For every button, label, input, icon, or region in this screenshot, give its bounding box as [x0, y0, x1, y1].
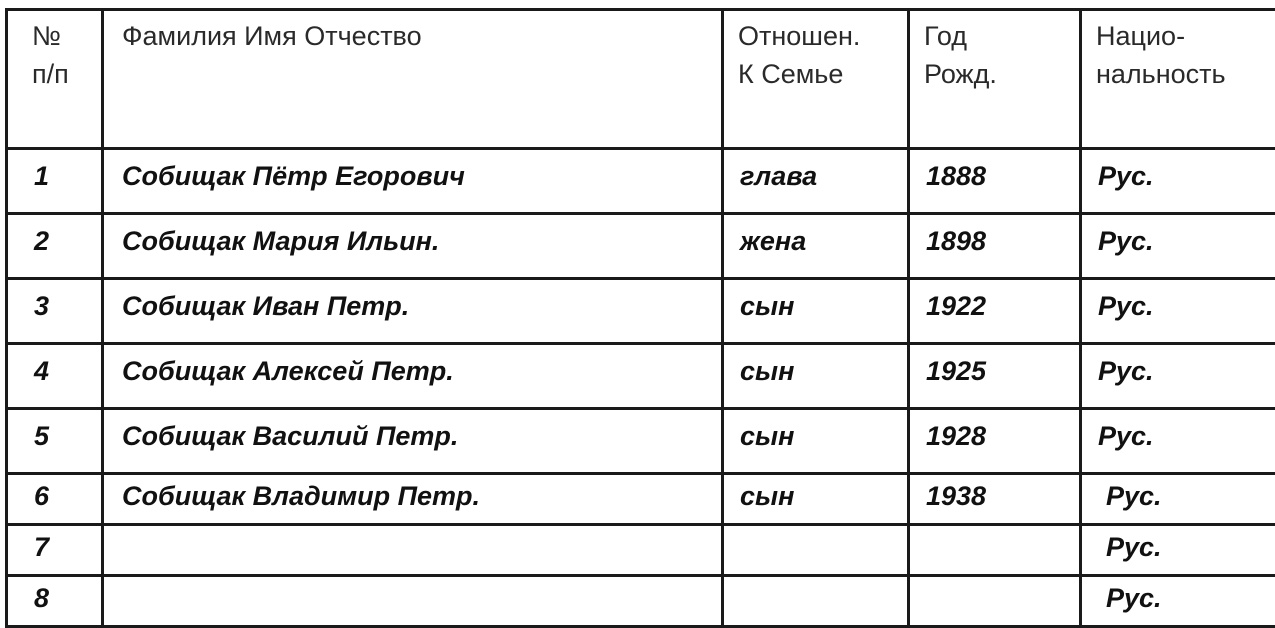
cell-full-name-text: Собищак Василий Петр. [104, 416, 721, 456]
cell-relation-text: сын [724, 416, 907, 456]
cell-full-name-text: Собищак Иван Петр. [104, 286, 721, 326]
cell-birth-year-text: 1925 [910, 351, 1079, 391]
cell-nationality [1081, 525, 1275, 576]
cell-relation [723, 576, 909, 627]
cell-number [7, 409, 103, 474]
cell-full-name [103, 576, 723, 627]
cell-nationality-text: Рус. [1082, 528, 1275, 566]
cell-birth-year-text: 1928 [910, 416, 1079, 456]
table-row [7, 279, 1275, 344]
cell-birth-year [909, 149, 1081, 214]
cell-number [7, 214, 103, 279]
cell-relation-text: жена [724, 221, 907, 261]
cell-nationality-text: Рус. [1082, 221, 1275, 261]
header-full-name-label: Фамилия Имя Отчество [104, 17, 721, 55]
cell-full-name [103, 409, 723, 474]
table-row [7, 344, 1275, 409]
cell-number-text: 8 [8, 579, 101, 617]
cell-number-text: 7 [8, 528, 101, 566]
header-number [7, 10, 103, 149]
header-birth-year-line1: Год [910, 17, 1079, 55]
header-full-name [103, 10, 723, 149]
cell-nationality [1081, 149, 1275, 214]
cell-nationality-text: Рус. [1082, 416, 1275, 456]
cell-birth-year-text: 1898 [910, 221, 1079, 261]
header-nationality-line2: нальность [1082, 55, 1275, 93]
cell-birth-year [909, 576, 1081, 627]
family-table [5, 8, 1275, 628]
cell-number-text: 3 [8, 286, 101, 326]
cell-nationality-text: Рус. [1082, 351, 1275, 391]
header-nationality-line1: Нацио- [1082, 17, 1275, 55]
cell-number-text: 6 [8, 477, 101, 515]
cell-full-name [103, 525, 723, 576]
table-header-row [7, 10, 1275, 149]
cell-full-name-text: Собищак Пётр Егорович [104, 156, 721, 196]
cell-full-name-text: Собищак Алексей Петр. [104, 351, 721, 391]
table-row [7, 525, 1275, 576]
table-row [7, 214, 1275, 279]
table-row [7, 149, 1275, 214]
cell-birth-year-text: 1888 [910, 156, 1079, 196]
cell-relation-text: сын [724, 351, 907, 391]
cell-number [7, 576, 103, 627]
table-row [7, 474, 1275, 525]
cell-nationality [1081, 344, 1275, 409]
cell-relation-text: глава [724, 156, 907, 196]
cell-relation [723, 149, 909, 214]
header-relation [723, 10, 909, 149]
cell-birth-year [909, 474, 1081, 525]
table-row [7, 576, 1275, 627]
cell-birth-year [909, 525, 1081, 576]
header-birth-year [909, 10, 1081, 149]
cell-full-name [103, 149, 723, 214]
cell-nationality-text: Рус. [1082, 579, 1275, 617]
cell-number [7, 279, 103, 344]
cell-number-text: 5 [8, 416, 101, 456]
cell-birth-year-text: 1922 [910, 286, 1079, 326]
header-relation-line1: Отношен. [724, 17, 907, 55]
cell-birth-year-text: 1938 [910, 477, 1079, 515]
cell-number [7, 474, 103, 525]
cell-birth-year [909, 279, 1081, 344]
header-birth-year-line2: Рожд. [910, 55, 1079, 93]
cell-relation [723, 474, 909, 525]
header-number-line1: № [8, 17, 101, 55]
header-relation-line2: К Семье [724, 55, 907, 93]
cell-nationality [1081, 279, 1275, 344]
cell-number-text: 2 [8, 221, 101, 261]
cell-nationality-text: Рус. [1082, 286, 1275, 326]
cell-relation [723, 214, 909, 279]
cell-nationality [1081, 576, 1275, 627]
cell-full-name [103, 474, 723, 525]
header-nationality [1081, 10, 1275, 149]
cell-birth-year [909, 409, 1081, 474]
cell-number [7, 149, 103, 214]
cell-birth-year [909, 344, 1081, 409]
cell-number [7, 344, 103, 409]
cell-nationality-text: Рус. [1082, 156, 1275, 196]
cell-number-text: 1 [8, 156, 101, 196]
cell-full-name-text: Собищак Мария Ильин. [104, 221, 721, 261]
cell-relation [723, 279, 909, 344]
cell-relation-text: сын [724, 286, 907, 326]
cell-relation-text: сын [724, 477, 907, 515]
cell-nationality-text: Рус. [1082, 477, 1275, 515]
cell-number [7, 525, 103, 576]
cell-relation [723, 525, 909, 576]
cell-nationality [1081, 474, 1275, 525]
cell-full-name-text: Собищак Владимир Петр. [104, 477, 721, 515]
cell-nationality [1081, 409, 1275, 474]
cell-relation [723, 344, 909, 409]
cell-number-text: 4 [8, 351, 101, 391]
cell-birth-year [909, 214, 1081, 279]
header-number-line2: п/п [8, 55, 101, 93]
cell-relation [723, 409, 909, 474]
cell-full-name [103, 279, 723, 344]
cell-full-name [103, 214, 723, 279]
table-row [7, 409, 1275, 474]
cell-full-name [103, 344, 723, 409]
cell-nationality [1081, 214, 1275, 279]
